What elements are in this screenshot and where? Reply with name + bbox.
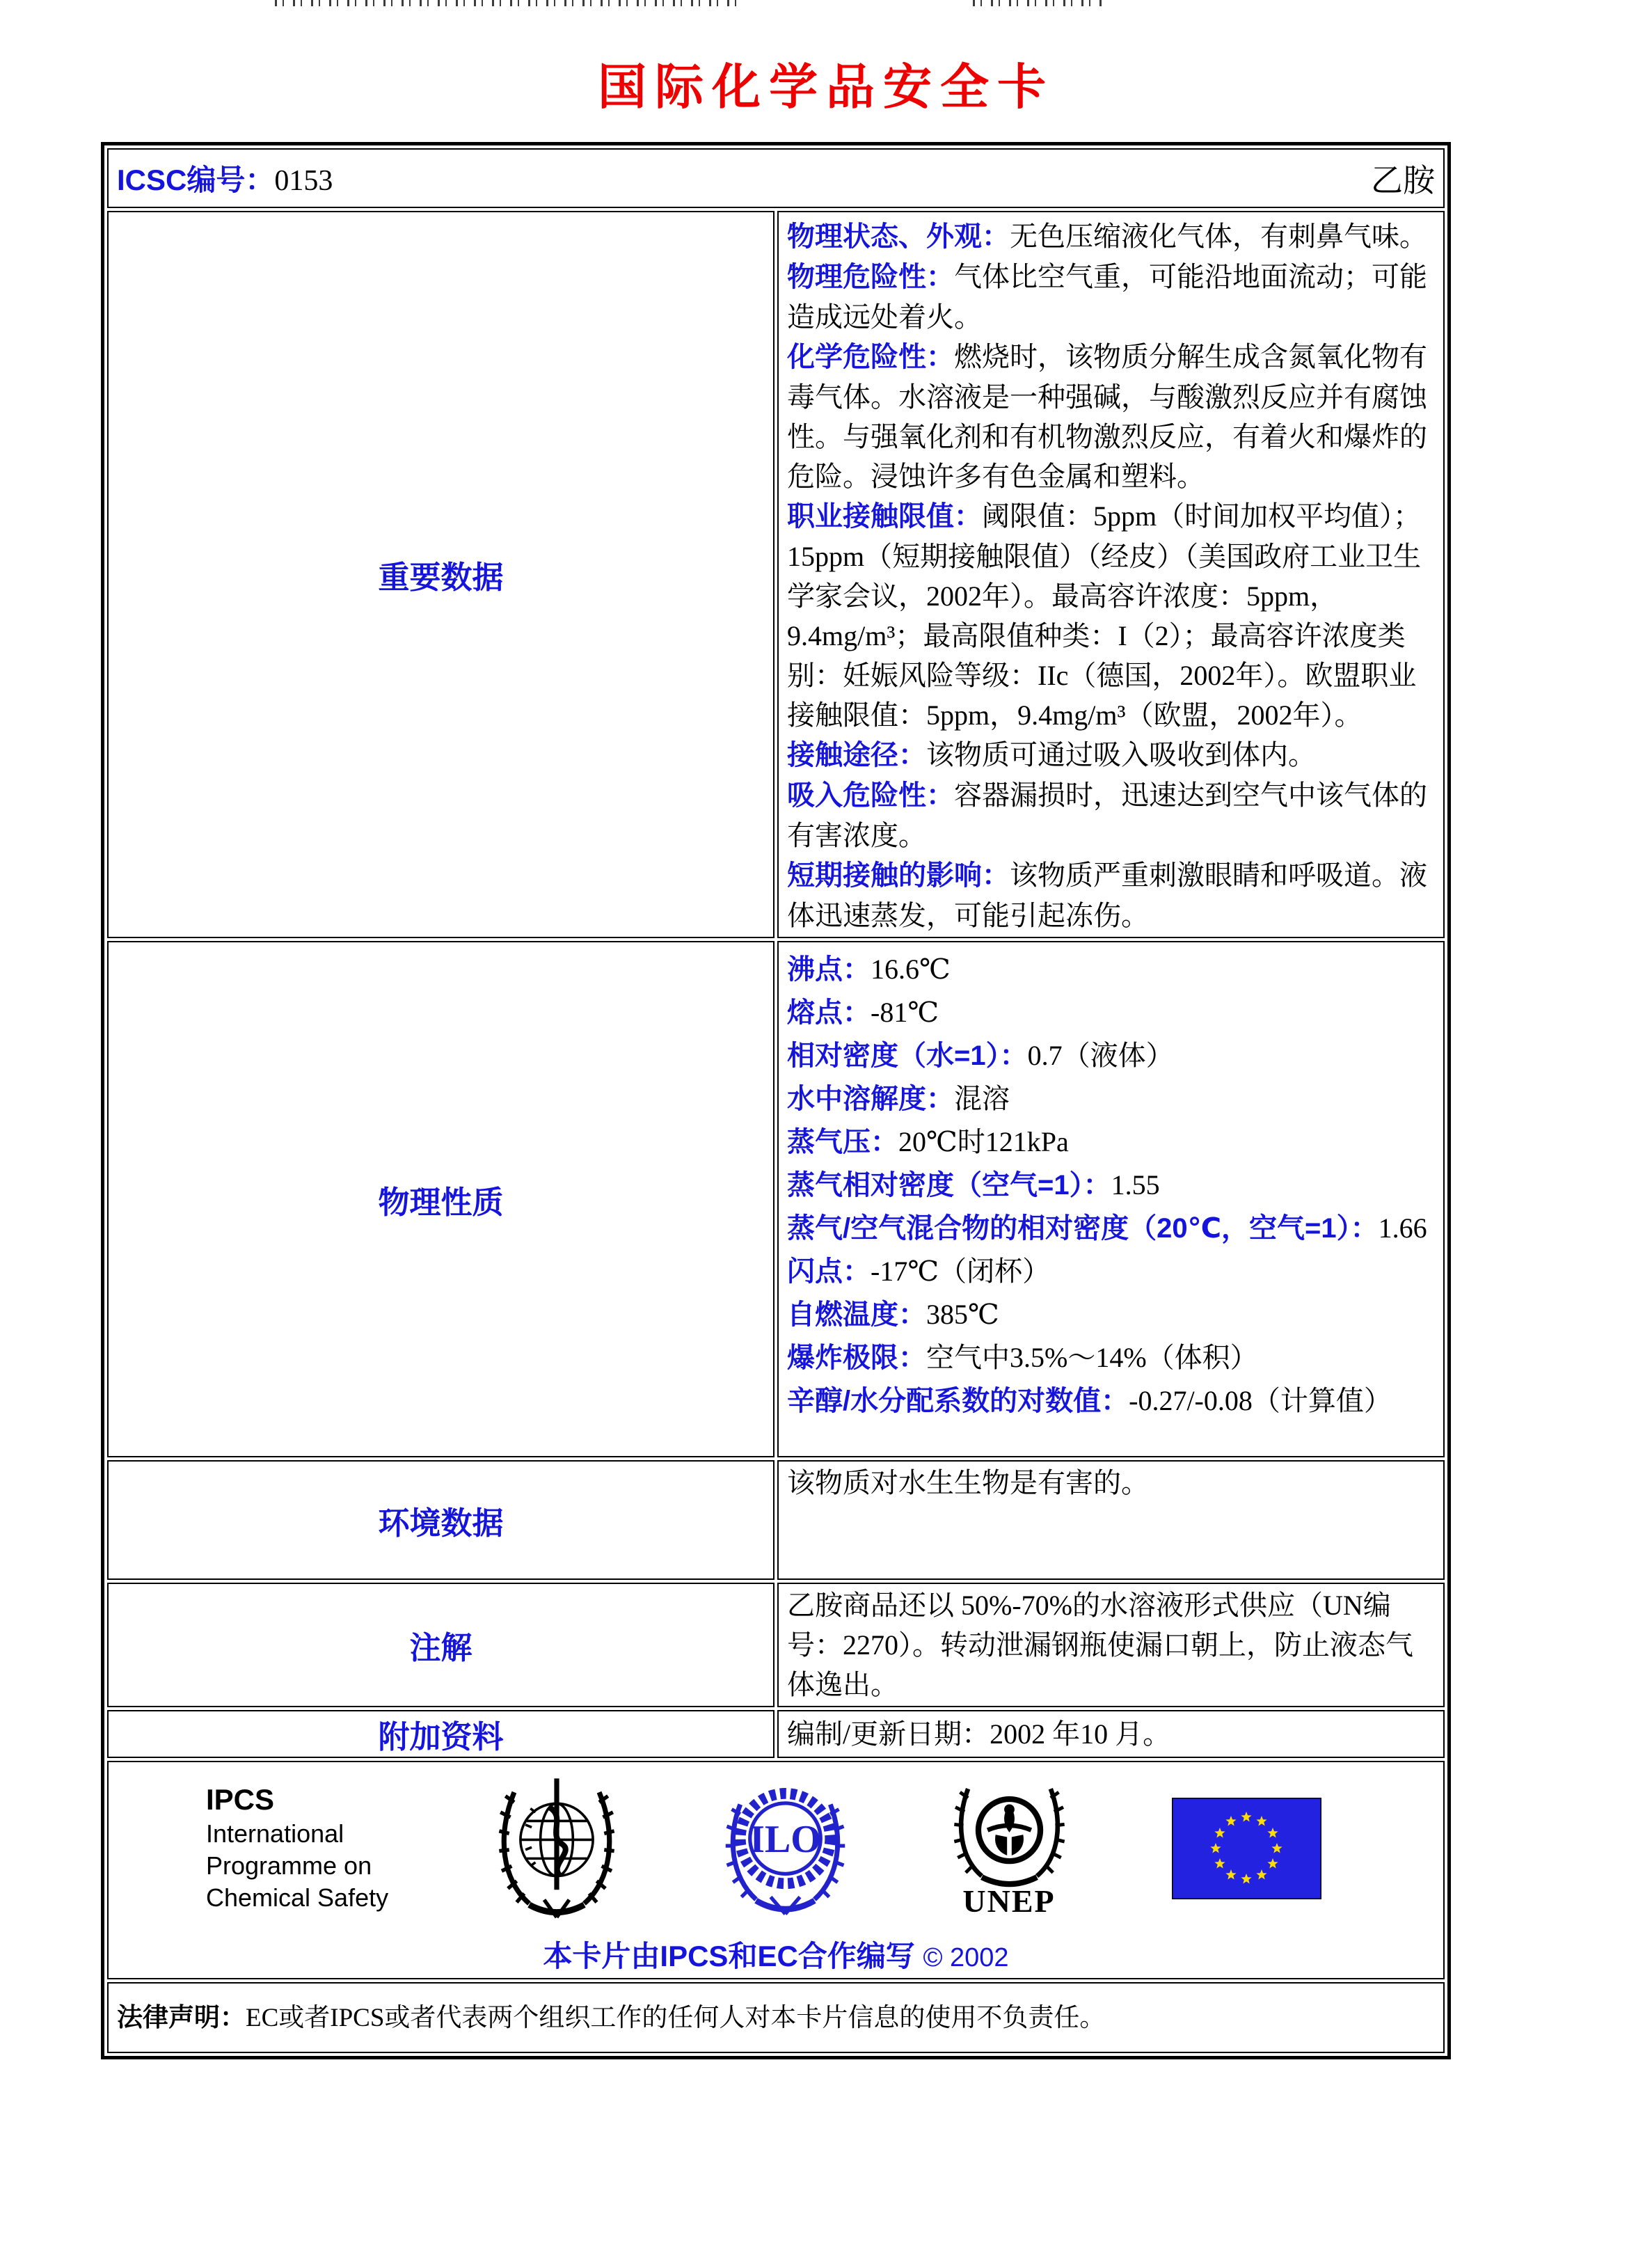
data-line: 辛醇/水分配系数的对数值：-0.27/-0.08（计算值） (787, 1385, 1392, 1416)
data-line: 编制/更新日期：2002 年10 月。 (787, 1718, 1171, 1750)
legal-notice-label: 法律声明： (117, 2002, 246, 2032)
page-title: 国际化学品安全卡 (598, 60, 1054, 114)
icsc-number-label: ICSC编号： (117, 164, 275, 196)
data-line: 吸入危险性：容器漏损时，迅速达到空气中该气体的有害浓度。 (787, 779, 1427, 851)
data-line: 接触途径：该物质可通过吸入吸收到体内。 (787, 739, 1316, 770)
data-line: 该物质对水生生物是有害的。 (787, 1467, 1149, 1498)
chemical-name: 乙胺 (1371, 163, 1435, 198)
section-label-notes: 注解 (107, 1583, 775, 1707)
data-line: 物理危险性：气体比空气重，可能沿地面流动；可能造成远处着火。 (787, 261, 1427, 333)
data-line: 沸点：16.6℃ (787, 953, 951, 985)
ilo-letters: ILO (749, 1817, 821, 1861)
cooperation-caption: 本卡片由IPCS和EC合作编写 © 2002 (543, 1940, 1009, 1972)
card-header-row (107, 148, 1445, 208)
section-content-important-data (777, 211, 1445, 938)
data-line: 蒸气相对密度（空气=1）：1.55 (787, 1169, 1160, 1201)
section-label-additional-info: 附加资料 (107, 1710, 775, 1758)
copyright-notice: © 2002 (923, 1943, 1009, 1972)
data-line: 职业接触限值：阈限值：5ppm（时间加权平均值）；15ppm（短期接触限值）（经皮）（美国政府工业卫生学家会议，2002年）。最高容许浓度：5ppm，9.4mg/m³；最高限值种类：I（2）；最高容许浓度类别：妊娠风险等级：IIc（德国，2002年）。欧盟职业接触限值：5ppm，9.4mg/m³（欧盟，2002年）。 (787, 500, 1422, 731)
ipcs-text-block: IPCS International Programme on Chemical Safety (206, 1783, 389, 1912)
section-label-environmental-data: 环境数据 (107, 1460, 775, 1580)
icsc-number-value: 0153 (274, 165, 333, 197)
who-logo-icon (494, 1775, 619, 1922)
section-label-physical-properties: 物理性质 (107, 941, 775, 1457)
section-notes (107, 1583, 1445, 1707)
section-content-physical-properties (777, 941, 1445, 1457)
legal-notice: 法律声明：EC或者IPCS或者代表两个组织工作的任何人对本卡片信息的使用不负责任。 (117, 2002, 1106, 2032)
section-content-environmental-data (777, 1460, 1445, 1580)
data-line: 化学危险性：燃烧时，该物质分解生成含氮氧化物有毒气体。水溶液是一种强碱，与酸激烈反应并有腐蚀性。与强氧化剂和有机物激烈反应，有着火和爆炸的危险。浸蚀许多有色金属和塑料。 (787, 341, 1427, 492)
data-line: 水中溶解度：混溶 (787, 1083, 1010, 1114)
data-line: 蒸气压：20℃时121kPa (787, 1126, 1069, 1157)
data-line: 短期接触的影响：该物质严重刺激眼睛和呼吸道。液体迅速蒸发，可能引起冻伤。 (787, 860, 1427, 931)
unep-wordmark: UNEP (962, 1883, 1056, 1919)
data-line: 相对密度（水=1）：0.7（液体） (787, 1040, 1174, 1071)
section-important-data (107, 211, 1445, 938)
data-line: 物理状态、外观：无色压缩液化气体，有刺鼻气味。 (787, 221, 1427, 252)
footer-logos-row (107, 1761, 1445, 1979)
safety-card-table (101, 142, 1451, 2059)
data-line: 闪点：-17℃（闭杯） (787, 1256, 1051, 1287)
data-line: 蒸气/空气混合物的相对密度（20℃，空气=1）：1.66 (787, 1212, 1427, 1244)
unep-logo-icon (952, 1780, 1067, 1917)
section-content-notes (777, 1583, 1445, 1707)
ilo-logo-icon (724, 1778, 846, 1920)
data-line: 自燃温度：385℃ (787, 1299, 999, 1330)
section-physical-properties (107, 941, 1445, 1457)
clipped-top-text-fragment (275, 0, 745, 6)
section-environmental-data (107, 1460, 1445, 1580)
eu-flag-icon (1172, 1798, 1321, 1899)
clipped-top-text-fragment (973, 0, 1105, 6)
data-line: 爆炸极限：空气中3.5%～14%（体积） (787, 1342, 1258, 1373)
section-content-additional-info (777, 1710, 1445, 1758)
data-line: 熔点：-81℃ (787, 997, 939, 1028)
data-line: 乙胺商品还以 50%-70%的水溶液形式供应（UN编号：2270）。转动泄漏钢瓶使漏口朝上，防止液态气体逸出。 (787, 1590, 1413, 1700)
icsc-number-field (117, 157, 333, 199)
legal-notice-row (107, 1982, 1445, 2053)
section-additional-info (107, 1710, 1445, 1758)
ipcs-title: IPCS (206, 1783, 275, 1816)
section-label-important-data: 重要数据 (107, 211, 775, 938)
